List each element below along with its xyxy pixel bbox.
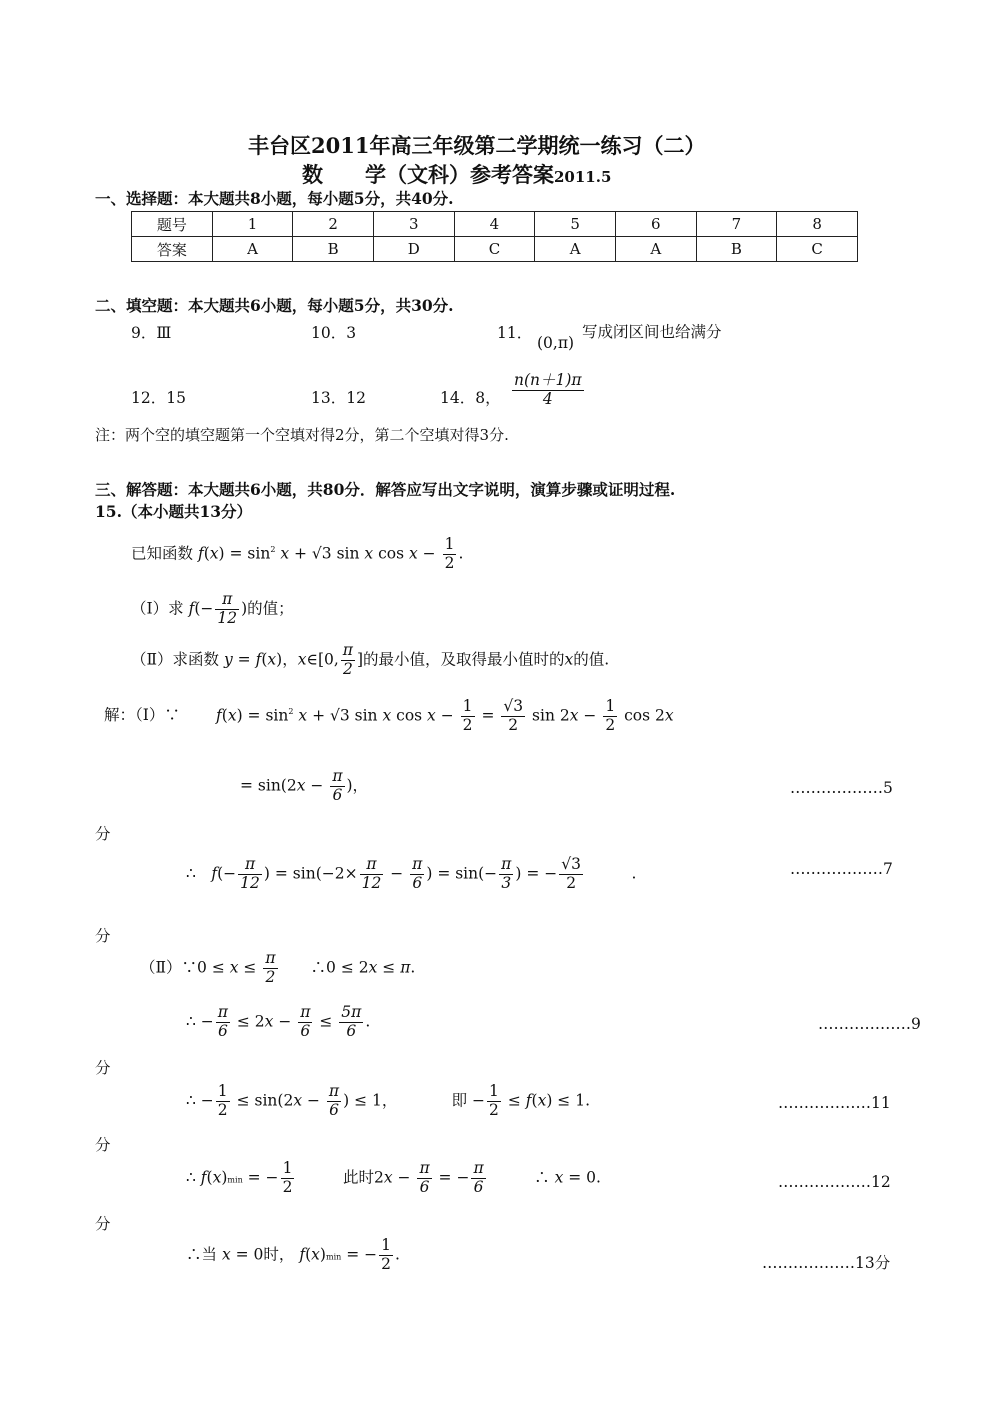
score-value: 7 — [883, 860, 893, 878]
answer-11-interval: (0,π) — [537, 334, 575, 352]
table-cell: 2 — [293, 212, 374, 237]
part1-suffix: 的值； — [247, 599, 294, 618]
table-cell: C — [454, 237, 535, 262]
answer-11-label: 11． — [497, 324, 533, 342]
given-prefix: 已知函数 — [131, 544, 194, 563]
answer-table — [131, 211, 858, 262]
table-row-numbers — [132, 212, 858, 237]
answer-9: 9．Ⅲ — [131, 324, 172, 342]
table-cell: 4 — [454, 212, 535, 237]
table-row-answers — [132, 237, 858, 262]
dang-text: ∴当 — [186, 1245, 218, 1264]
table-cell: A — [212, 237, 293, 262]
page-title: 丰台区2011年高三年级第二学期统一练习（二） — [248, 133, 706, 158]
score-unit: 分 — [95, 1136, 111, 1154]
dots: ……………… — [790, 779, 883, 797]
dots: ……………… — [818, 1015, 911, 1033]
score-12 — [778, 1173, 891, 1191]
answer-14-fraction — [510, 372, 586, 409]
score-11 — [778, 1094, 891, 1112]
score-unit: 分 — [95, 927, 111, 945]
dots: ……………… — [778, 1094, 871, 1112]
part1-question: （Ⅰ）求 f(− $\frac{\pi}{12}$ )的值； — [131, 590, 294, 627]
solution-line-1: $f(x) = \sin^2 x + √3$ sin x cos x − $\frac{1}{2}$ = $\frac{√3}{2}$ sin 2x − $\frac{1}{2}$ cos 2x — [216, 697, 674, 734]
section2-heading: 二、填空题：本大题共6小题，每小题5分，共30分. — [95, 296, 454, 315]
solution-part2-line-2: ∴ − $\frac{\pi}{6}$ ≤ 2x − $\frac{\pi}{6}$ ≤ $\frac{5\pi}{6}$ . — [186, 1003, 371, 1040]
answer-10: 10．3 — [311, 324, 357, 342]
score-9 — [818, 1015, 921, 1033]
score-value: 11 — [871, 1094, 891, 1112]
dots: ……………… — [762, 1254, 855, 1272]
given-function: 已知函数 $f(x) = \sin^2 x + √3$ sin x cos x − $\frac{1}{2}$ . — [131, 535, 464, 572]
answer-11-note: 写成闭区间也给满分 — [582, 323, 722, 341]
table-cell: 3 — [373, 212, 454, 237]
subtitle-text: 数 学（文科）参考答案 — [302, 162, 554, 187]
part1-label: （Ⅰ）求 — [131, 599, 184, 618]
min-subscript: min — [325, 1252, 342, 1262]
table-cell: B — [293, 237, 374, 262]
score-value: 13分 — [855, 1254, 891, 1272]
score-value: 12 — [871, 1173, 891, 1191]
part2-label: （Ⅱ）求函数 — [131, 650, 220, 669]
table-cell: D — [373, 237, 454, 262]
page-subtitle — [302, 159, 611, 189]
row-label: 答案 — [132, 237, 213, 262]
score-unit: 分 — [95, 1215, 111, 1233]
section1-heading: 一、选择题：本大题共8小题，每小题5分，共40分. — [95, 189, 454, 208]
dots: ……………… — [778, 1173, 871, 1191]
part2-var: x — [564, 650, 574, 669]
score-13 — [762, 1251, 890, 1273]
part2-question: （Ⅱ）求函数 y = f(x)，x∈[0, $\frac{\pi}{2}$ ]的最小值，及取得最小值时的x的值. — [131, 641, 610, 678]
score-value: 5 — [883, 779, 893, 797]
table-cell: 5 — [535, 212, 616, 237]
table-cell: C — [777, 237, 858, 262]
table-cell: A — [615, 237, 696, 262]
fraction-numerator: n(n＋1)π — [514, 371, 582, 389]
score-value: 9 — [911, 1015, 921, 1033]
part2-suffix: 的最小值，及取得最小值时的 — [363, 650, 565, 669]
row-label: 题号 — [132, 212, 213, 237]
answer-13: 13．12 — [311, 389, 366, 407]
answer-12: 12．15 — [131, 389, 186, 407]
fill-in-note: 注：两个空的填空题第一个空填对得2分，第二个空填对得3分. — [95, 426, 509, 444]
solution-part2-line-5: ∴当 x = 0时， f(x)min = − $\frac{1}{2}$ . — [186, 1236, 400, 1273]
question-15-heading: 15.（本小题共13分） — [95, 502, 253, 521]
solution-line-3: ∴ f(− $\frac{\pi}{12}$ ) = sin(−2× $\frac{\pi}{12}$ − $\frac{\pi}{6}$ ) = sin(− $\frac{\pi}{3}$ ) = − $\frac{√3}{2}$ . — [186, 855, 637, 892]
score-unit: 分 — [95, 825, 111, 843]
shi-text: 时， — [263, 1245, 295, 1264]
solution-part2-line-1: （Ⅱ）∵0 ≤ x ≤ $\frac{\pi}{2}$ ∴0 ≤ 2x ≤ π. — [140, 949, 416, 986]
solution-part2-line-3: ∴ − $\frac{1}{2}$ ≤ sin(2x − $\frac{\pi}{6}$ ) ≤ 1， 即 − $\frac{1}{2}$ ≤ f(x) ≤ 1. — [186, 1082, 591, 1119]
ji-text: 即 — [451, 1091, 468, 1110]
part2-end: 的值. — [573, 650, 610, 669]
score-7 — [790, 860, 893, 878]
part2-sol-label: （Ⅱ）∵ — [140, 958, 198, 977]
section3-heading: 三、解答题：本大题共6小题，共80分．解答应写出文字说明，演算步骤或证明过程. — [95, 480, 676, 499]
score-5 — [790, 779, 893, 797]
table-cell: 1 — [212, 212, 293, 237]
table-cell: B — [696, 237, 777, 262]
dots: ……………… — [790, 860, 883, 878]
cishi-text: 此时 — [342, 1168, 374, 1187]
date: 2011.5 — [554, 168, 612, 186]
table-cell: 7 — [696, 212, 777, 237]
solution-part2-line-4: ∴ f(x)min = − $\frac{1}{2}$ 此时2x − $\frac{\pi}{6}$ = − $\frac{\pi}{6}$ ∴ x = 0. — [186, 1159, 601, 1196]
table-cell: 6 — [615, 212, 696, 237]
table-cell: A — [535, 237, 616, 262]
fraction-denominator: 4 — [542, 389, 553, 408]
answer-14-label: 14．8， — [440, 389, 501, 407]
score-unit: 分 — [95, 1059, 111, 1077]
solution-line-2: = sin(2x − $\frac{\pi}{6}$ )， — [240, 767, 369, 804]
table-cell: 8 — [777, 212, 858, 237]
min-subscript: min — [227, 1175, 243, 1185]
solution-label: 解：（Ⅰ）∵ — [104, 706, 180, 724]
